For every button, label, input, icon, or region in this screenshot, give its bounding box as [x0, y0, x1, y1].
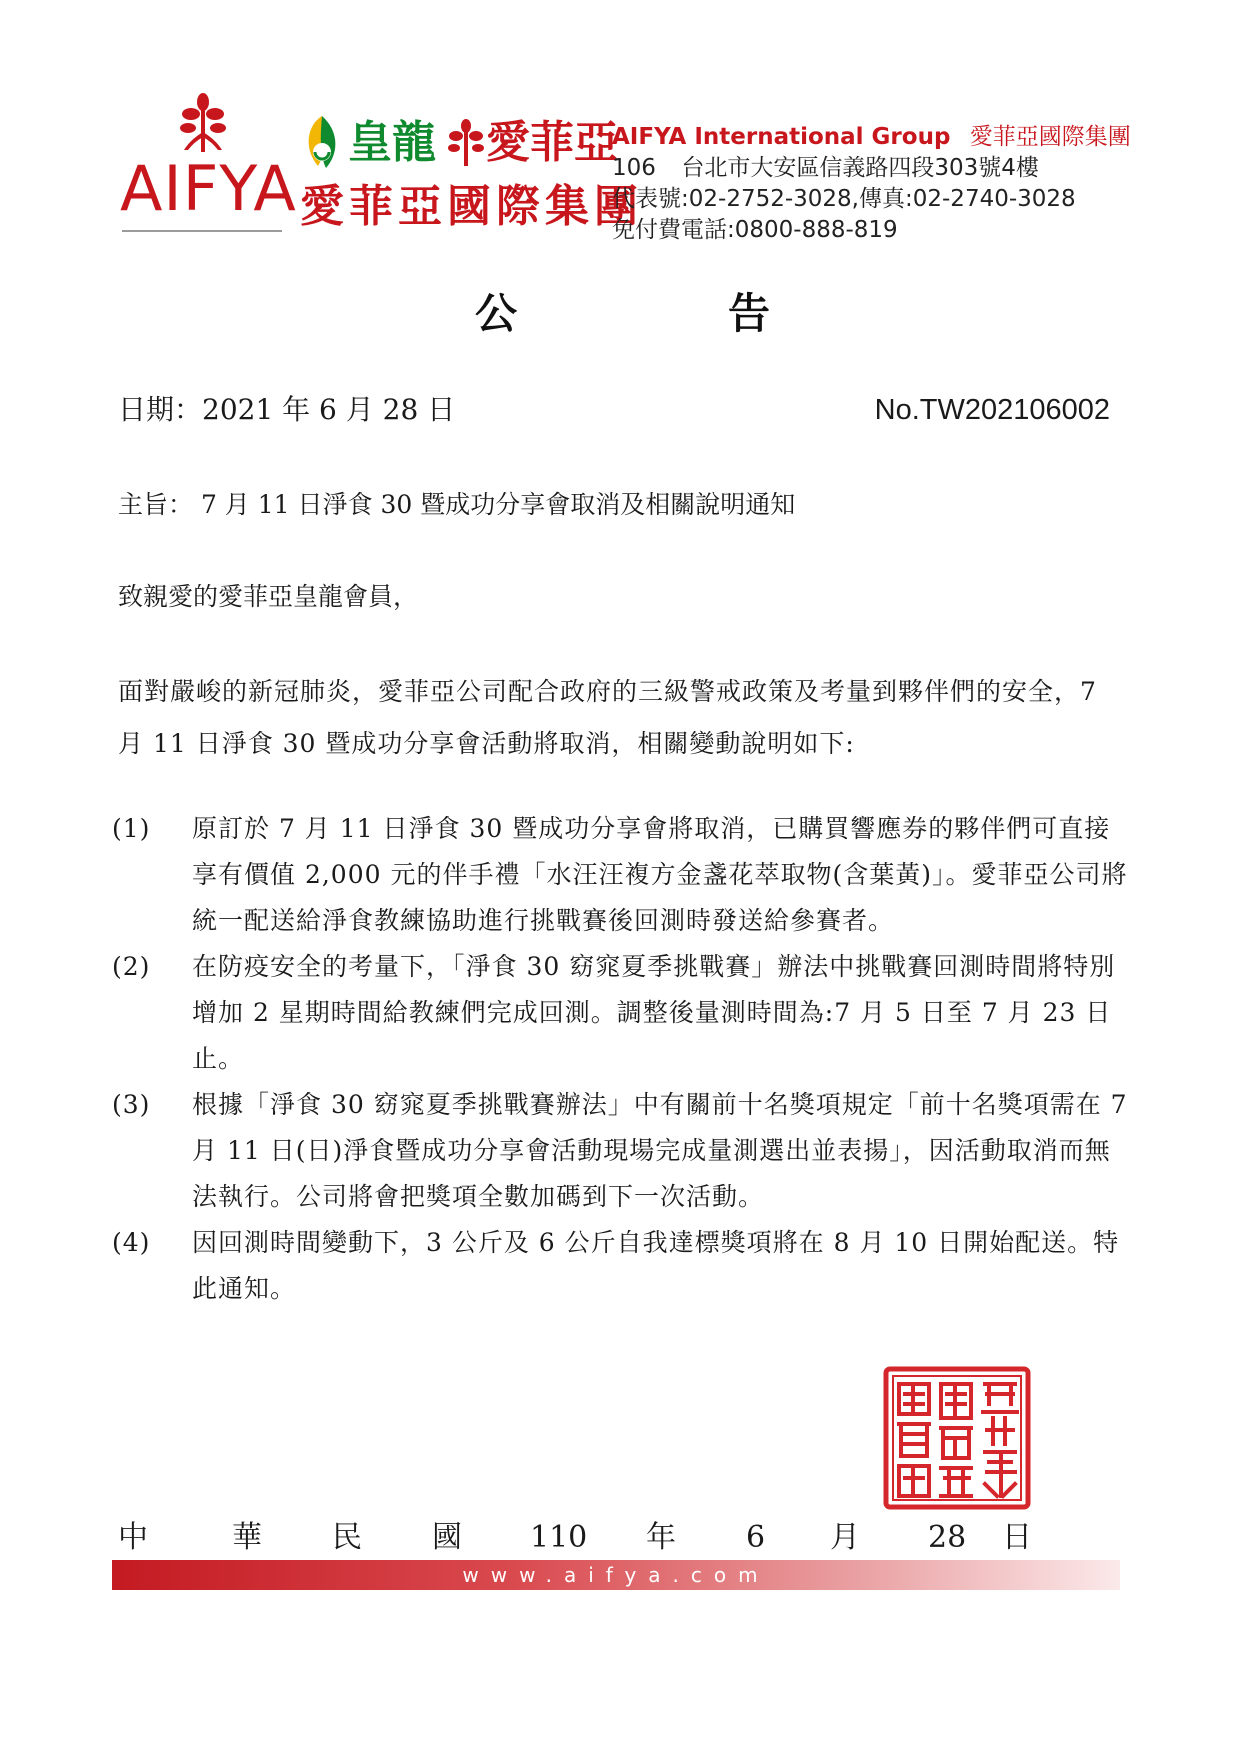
group-name-zh: 愛菲亞國際集團 [969, 124, 1131, 150]
notice-item-3 [112, 1082, 1132, 1220]
roc-char-hua: 華 [232, 1520, 262, 1555]
company-seal-stamp [883, 1366, 1031, 1510]
phone-fax: 代表號:02-2752-3028,傳真:02-2740-3028 [612, 186, 1076, 212]
notice-title-char-1: 公 [475, 289, 518, 338]
aifya-flower-logo-icon [178, 92, 228, 152]
roc-day: 28 [928, 1520, 967, 1555]
huanglong-leaf-icon [300, 112, 344, 170]
item-text: 原訂於 7 月 11 日淨食 30 暨成功分享會將取消，已購買響應券的夥伴們可直接享有價值 2,000 元的伴手禮「水汪汪複方金盞花萃取物(含葉黃)」。愛菲亞公司將統一配送給淨食教練協助進行挑戰賽後回測時發送給參賽者。 [192, 814, 1128, 935]
zip-code: 106 [612, 155, 656, 181]
notice-items [112, 806, 1132, 1312]
notice-date: 日期：2021 年 6 月 28 日 [118, 393, 456, 426]
website-url[interactable]: www.aifya.com [462, 1563, 770, 1587]
roc-char-zhong: 中 [118, 1520, 148, 1555]
notice-paragraph: 面對嚴峻的新冠肺炎，愛菲亞公司配合政府的三級警戒政策及考量到夥伴們的安全，7 月 11 日淨食 30 暨成功分享會活動將取消，相關變動說明如下: [118, 677, 1097, 758]
document-number: No.TW202106002 [874, 394, 1110, 426]
notice-item-4 [112, 1220, 1132, 1312]
notice-title [0, 288, 1240, 340]
roc-char-yue: 月 [830, 1520, 860, 1555]
notice-item-1 [112, 806, 1132, 944]
item-number: (1) [112, 814, 151, 843]
item-number: (3) [112, 1090, 151, 1119]
roc-year: 110 [530, 1520, 588, 1555]
letterhead-underline [122, 230, 282, 232]
aifya-wordmark: AIFYA [120, 152, 297, 225]
roc-char-nian: 年 [646, 1520, 676, 1555]
roc-month: 6 [746, 1520, 766, 1555]
item-number: (4) [112, 1228, 151, 1257]
company-info [612, 122, 1131, 246]
item-number: (2) [112, 952, 151, 981]
brand-huanglong: 皇龍 [348, 117, 436, 168]
address: 台北市大安區信義路四段303號4樓 [681, 155, 1039, 181]
item-text: 因回測時間變動下，3 公斤及 6 公斤自我達標獎項將在 8 月 10 日開始配送。特此通知。 [192, 1228, 1120, 1303]
roc-char-min: 民 [332, 1520, 362, 1555]
brand-aifeiya: 愛菲亞 [486, 117, 618, 168]
roc-date-line [0, 1518, 1240, 1558]
roc-char-guo: 國 [432, 1520, 462, 1555]
notice-subject: 主旨： 7 月 11 日淨食 30 暨成功分享會取消及相關說明通知 [118, 490, 796, 519]
brand-group-name: 愛菲亞國際集團 [300, 181, 643, 232]
aifeiya-flower-icon [446, 118, 486, 168]
notice-greeting: 致親愛的愛菲亞皇龍會員， [118, 582, 419, 611]
item-text: 在防疫安全的考量下，「淨食 30 窈窕夏季挑戰賽」辦法中挑戰賽回測時間將特別增加 2 星期時間給教練們完成回測。調整後量測時間為:7 月 5 日至 7 月 23 日止。 [192, 952, 1116, 1073]
item-text: 根據「淨食 30 窈窕夏季挑戰賽辦法」中有關前十名獎項規定「前十名獎項需在 7 月 11 日(日)淨食暨成功分享會活動現場完成量測選出並表揚」，因活動取消而無法執行。公司將會把獎項全數加碼到下一次活動。 [192, 1090, 1128, 1211]
roc-char-ri: 日 [1002, 1520, 1032, 1555]
toll-free-phone: 免付費電話:0800-888-819 [612, 217, 898, 243]
group-name-en: AIFYA International Group [612, 124, 951, 150]
notice-title-char-2: 告 [728, 289, 771, 338]
footer-bar [112, 1560, 1120, 1590]
notice-item-2 [112, 944, 1132, 1082]
